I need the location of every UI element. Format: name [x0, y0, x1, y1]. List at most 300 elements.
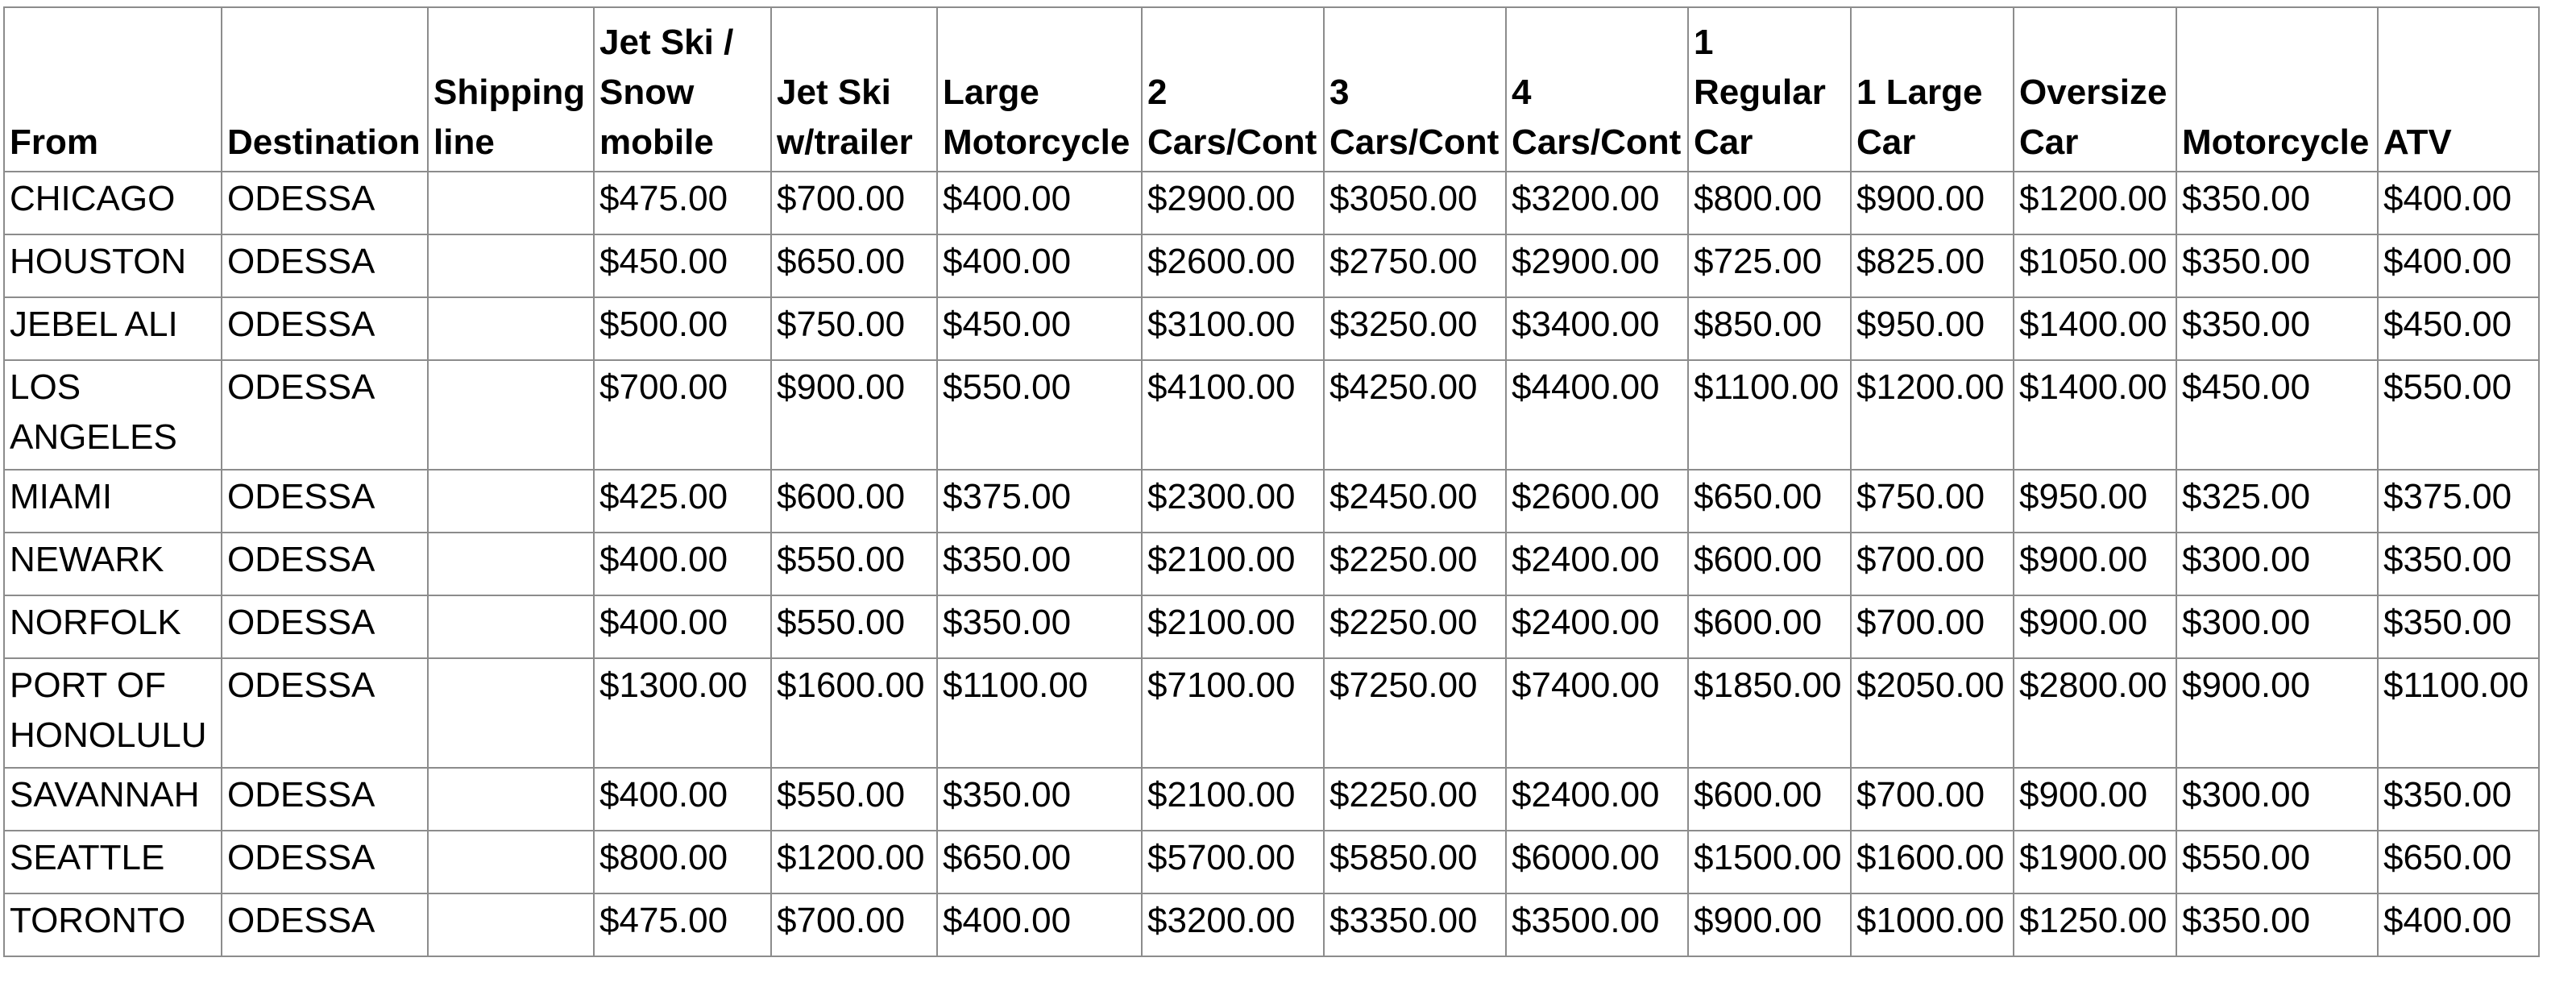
cell-2-cars-cont	[1142, 297, 1324, 360]
cell-atv	[2378, 595, 2539, 658]
cell-large-motorcycle	[937, 831, 1142, 893]
cell-3-cars-cont	[1324, 470, 1506, 533]
cell-text: $5850.00	[1329, 838, 1478, 877]
cell-text: $550.00	[2383, 367, 2512, 407]
cell-oversize-car	[2014, 234, 2176, 297]
cell-text: ODESSA	[227, 603, 375, 642]
cell-text: $7250.00	[1329, 665, 1478, 705]
header-text-line: Cars/Cont	[1147, 122, 1317, 162]
cell-4-cars-cont	[1506, 470, 1688, 533]
cell-large-motorcycle	[937, 658, 1142, 768]
cell-text: $475.00	[599, 901, 728, 940]
cell-text: $7100.00	[1147, 665, 1296, 705]
cell-text: $550.00	[777, 540, 906, 579]
cell-text: $300.00	[2182, 775, 2311, 815]
cell-4-cars-cont	[1506, 234, 1688, 297]
cell-jet-ski-snowmobile	[594, 658, 771, 768]
cell-text: SEATTLE	[10, 838, 165, 877]
cell-jet-ski-trailer	[771, 234, 937, 297]
cell-text: $6000.00	[1512, 838, 1660, 877]
cell-text: $2250.00	[1329, 540, 1478, 579]
header-text-line: Large	[943, 73, 1039, 112]
cell-2-cars-cont	[1142, 234, 1324, 297]
cell-text: $900.00	[2182, 665, 2311, 705]
cell-text: $1850.00	[1694, 665, 1842, 705]
cell-1-regular-car	[1688, 234, 1851, 297]
cell-1-regular-car	[1688, 658, 1851, 768]
cell-text: $650.00	[777, 242, 906, 281]
table-row	[4, 234, 2539, 297]
cell-text: $1000.00	[1856, 901, 2005, 940]
cell-text: $350.00	[2383, 775, 2512, 815]
header-text-line: From	[10, 122, 98, 162]
cell-shipping-line	[428, 831, 594, 893]
cell-text: $1100.00	[2383, 665, 2529, 705]
cell-3-cars-cont	[1324, 658, 1506, 768]
cell-text: $950.00	[1856, 305, 1985, 344]
table-row	[4, 533, 2539, 595]
cell-text: $325.00	[2182, 477, 2311, 516]
cell-text: NEWARK	[10, 540, 164, 579]
cell-text: $1200.00	[777, 838, 925, 877]
cell-atv	[2378, 297, 2539, 360]
cell-motorcycle	[2176, 360, 2378, 470]
cell-text: $950.00	[2019, 477, 2148, 516]
cell-text: $750.00	[777, 305, 906, 344]
cell-text: $450.00	[2182, 367, 2311, 407]
cell-oversize-car	[2014, 172, 2176, 234]
cell-text: $2600.00	[1512, 477, 1660, 516]
cell-destination	[222, 658, 428, 768]
cell-text: $700.00	[1856, 603, 1985, 642]
cell-text: $3050.00	[1329, 179, 1478, 218]
cell-text: $450.00	[599, 242, 728, 281]
cell-from	[4, 768, 222, 831]
cell-text: $400.00	[599, 775, 728, 815]
cell-text: $400.00	[2383, 179, 2512, 218]
cell-text: ODESSA	[227, 477, 375, 516]
cell-2-cars-cont	[1142, 470, 1324, 533]
cell-large-motorcycle	[937, 360, 1142, 470]
cell-text: $350.00	[2182, 242, 2311, 281]
cell-text: HONOLULU	[10, 715, 207, 755]
cell-text: $800.00	[1694, 179, 1823, 218]
cell-text: $4400.00	[1512, 367, 1660, 407]
cell-4-cars-cont	[1506, 360, 1688, 470]
cell-text: $2050.00	[1856, 665, 2005, 705]
column-header-motorcycle	[2176, 7, 2378, 172]
cell-text: $600.00	[1694, 540, 1823, 579]
cell-text: $1100.00	[1694, 367, 1840, 407]
cell-oversize-car	[2014, 470, 2176, 533]
cell-text: HOUSTON	[10, 242, 187, 281]
cell-jet-ski-snowmobile	[594, 172, 771, 234]
header-text-line: Cars/Cont	[1329, 122, 1500, 162]
cell-2-cars-cont	[1142, 360, 1324, 470]
table-row	[4, 297, 2539, 360]
cell-text: $350.00	[2383, 603, 2512, 642]
cell-text: ODESSA	[227, 242, 375, 281]
cell-1-large-car	[1851, 658, 2014, 768]
cell-text: $900.00	[1694, 901, 1823, 940]
header-text-line: Snow	[599, 73, 695, 112]
cell-text: $1200.00	[2019, 179, 2167, 218]
cell-oversize-car	[2014, 893, 2176, 956]
cell-jet-ski-snowmobile	[594, 768, 771, 831]
cell-text: $1500.00	[1694, 838, 1842, 877]
cell-large-motorcycle	[937, 768, 1142, 831]
column-header-atv	[2378, 7, 2539, 172]
table-row	[4, 658, 2539, 768]
cell-text: ODESSA	[227, 540, 375, 579]
cell-destination	[222, 893, 428, 956]
cell-text: $3400.00	[1512, 305, 1660, 344]
cell-from	[4, 234, 222, 297]
cell-text: $800.00	[599, 838, 728, 877]
cell-text: $2100.00	[1147, 603, 1296, 642]
cell-4-cars-cont	[1506, 533, 1688, 595]
cell-text: $1600.00	[777, 665, 925, 705]
cell-text: $900.00	[2019, 775, 2148, 815]
cell-text: $650.00	[1694, 477, 1823, 516]
cell-atv	[2378, 658, 2539, 768]
column-header-large-motorcycle	[937, 7, 1142, 172]
cell-text: PORT OF	[10, 665, 166, 705]
cell-3-cars-cont	[1324, 297, 1506, 360]
cell-text: $550.00	[943, 367, 1072, 407]
table-header-row	[4, 7, 2539, 172]
cell-atv	[2378, 360, 2539, 470]
cell-jet-ski-snowmobile	[594, 533, 771, 595]
cell-oversize-car	[2014, 595, 2176, 658]
cell-text: $400.00	[599, 540, 728, 579]
table-row	[4, 595, 2539, 658]
cell-text: $350.00	[2182, 305, 2311, 344]
header-text-line: Motorcycle	[943, 122, 1130, 162]
cell-text: $700.00	[777, 179, 906, 218]
column-header-2-cars-cont	[1142, 7, 1324, 172]
cell-jet-ski-trailer	[771, 831, 937, 893]
cell-text: $725.00	[1694, 242, 1823, 281]
cell-1-regular-car	[1688, 595, 1851, 658]
cell-1-large-car	[1851, 470, 2014, 533]
cell-text: $350.00	[943, 540, 1072, 579]
header-text-line: 1 Large	[1856, 73, 1983, 112]
cell-large-motorcycle	[937, 234, 1142, 297]
cell-2-cars-cont	[1142, 831, 1324, 893]
cell-text: $1900.00	[2019, 838, 2167, 877]
cell-text: $500.00	[599, 305, 728, 344]
cell-text: $2600.00	[1147, 242, 1296, 281]
cell-text: $400.00	[2383, 242, 2512, 281]
cell-text: $700.00	[1856, 775, 1985, 815]
cell-text: $400.00	[943, 242, 1072, 281]
cell-motorcycle	[2176, 533, 2378, 595]
cell-2-cars-cont	[1142, 893, 1324, 956]
cell-motorcycle	[2176, 831, 2378, 893]
column-header-shipping-line	[428, 7, 594, 172]
header-text-line: 1	[1694, 23, 1714, 62]
cell-text: $425.00	[599, 477, 728, 516]
cell-3-cars-cont	[1324, 831, 1506, 893]
cell-4-cars-cont	[1506, 595, 1688, 658]
cell-oversize-car	[2014, 768, 2176, 831]
cell-shipping-line	[428, 595, 594, 658]
cell-text: $900.00	[2019, 603, 2148, 642]
cell-text: $850.00	[1694, 305, 1823, 344]
cell-shipping-line	[428, 234, 594, 297]
cell-text: CHICAGO	[10, 179, 176, 218]
cell-large-motorcycle	[937, 297, 1142, 360]
cell-text: $4250.00	[1329, 367, 1478, 407]
cell-text: $2750.00	[1329, 242, 1478, 281]
cell-shipping-line	[428, 533, 594, 595]
cell-text: $650.00	[943, 838, 1072, 877]
table-row	[4, 360, 2539, 470]
cell-jet-ski-snowmobile	[594, 360, 771, 470]
header-text-line: Shipping	[433, 73, 586, 112]
cell-text: ODESSA	[227, 179, 375, 218]
cell-text: $1600.00	[1856, 838, 2005, 877]
cell-jet-ski-snowmobile	[594, 297, 771, 360]
cell-1-regular-car	[1688, 893, 1851, 956]
cell-text: $350.00	[2383, 540, 2512, 579]
cell-text: $1250.00	[2019, 901, 2167, 940]
cell-text: $1100.00	[943, 665, 1089, 705]
cell-text: $1400.00	[2019, 305, 2167, 344]
column-header-1-regular-car	[1688, 7, 1851, 172]
cell-text: $900.00	[777, 367, 906, 407]
cell-1-large-car	[1851, 297, 2014, 360]
cell-1-large-car	[1851, 234, 2014, 297]
cell-destination	[222, 172, 428, 234]
cell-text: $550.00	[777, 603, 906, 642]
cell-jet-ski-trailer	[771, 595, 937, 658]
cell-text: SAVANNAH	[10, 775, 200, 815]
cell-motorcycle	[2176, 297, 2378, 360]
cell-from	[4, 533, 222, 595]
column-header-3-cars-cont	[1324, 7, 1506, 172]
cell-large-motorcycle	[937, 470, 1142, 533]
table-row	[4, 172, 2539, 234]
cell-text: ODESSA	[227, 665, 375, 705]
cell-1-regular-car	[1688, 172, 1851, 234]
header-text-line: Jet Ski /	[599, 23, 734, 62]
cell-text: $825.00	[1856, 242, 1985, 281]
cell-4-cars-cont	[1506, 172, 1688, 234]
cell-text: $300.00	[2182, 540, 2311, 579]
cell-text: $600.00	[1694, 775, 1823, 815]
cell-shipping-line	[428, 893, 594, 956]
cell-text: $1400.00	[2019, 367, 2167, 407]
cell-3-cars-cont	[1324, 172, 1506, 234]
column-header-from	[4, 7, 222, 172]
cell-shipping-line	[428, 360, 594, 470]
cell-jet-ski-snowmobile	[594, 831, 771, 893]
header-text-line: Oversize	[2019, 73, 2167, 112]
cell-from	[4, 360, 222, 470]
cell-text: $2400.00	[1512, 540, 1660, 579]
cell-jet-ski-snowmobile	[594, 595, 771, 658]
cell-jet-ski-trailer	[771, 893, 937, 956]
cell-text: $2100.00	[1147, 775, 1296, 815]
cell-shipping-line	[428, 172, 594, 234]
cell-jet-ski-snowmobile	[594, 470, 771, 533]
cell-text: ODESSA	[227, 367, 375, 407]
header-text-line: w/trailer	[777, 122, 913, 162]
cell-large-motorcycle	[937, 172, 1142, 234]
cell-text: $2250.00	[1329, 603, 1478, 642]
cell-from	[4, 831, 222, 893]
cell-text: TORONTO	[10, 901, 186, 940]
cell-2-cars-cont	[1142, 595, 1324, 658]
cell-1-regular-car	[1688, 768, 1851, 831]
cell-1-regular-car	[1688, 297, 1851, 360]
cell-3-cars-cont	[1324, 595, 1506, 658]
cell-text: $350.00	[2182, 179, 2311, 218]
cell-3-cars-cont	[1324, 533, 1506, 595]
cell-text: $400.00	[2383, 901, 2512, 940]
cell-destination	[222, 768, 428, 831]
cell-text: $3500.00	[1512, 901, 1660, 940]
cell-1-regular-car	[1688, 533, 1851, 595]
cell-3-cars-cont	[1324, 893, 1506, 956]
cell-text: $3100.00	[1147, 305, 1296, 344]
cell-3-cars-cont	[1324, 234, 1506, 297]
header-text-line: Regular	[1694, 73, 1826, 112]
cell-destination	[222, 470, 428, 533]
cell-jet-ski-trailer	[771, 768, 937, 831]
cell-text: $600.00	[1694, 603, 1823, 642]
cell-3-cars-cont	[1324, 768, 1506, 831]
cell-text: $3200.00	[1147, 901, 1296, 940]
shipping-rates-table	[3, 6, 2540, 957]
cell-text: $2450.00	[1329, 477, 1478, 516]
header-text-line: Destination	[227, 122, 421, 162]
cell-3-cars-cont	[1324, 360, 1506, 470]
cell-text: $1300.00	[599, 665, 748, 705]
cell-text: $1200.00	[1856, 367, 2005, 407]
cell-destination	[222, 831, 428, 893]
cell-atv	[2378, 234, 2539, 297]
cell-oversize-car	[2014, 297, 2176, 360]
cell-text: $400.00	[599, 603, 728, 642]
cell-from	[4, 658, 222, 768]
cell-text: $650.00	[2383, 838, 2512, 877]
cell-1-large-car	[1851, 831, 2014, 893]
cell-1-large-car	[1851, 595, 2014, 658]
cell-text: $400.00	[943, 901, 1072, 940]
cell-text: $350.00	[943, 775, 1072, 815]
cell-text: $450.00	[2383, 305, 2512, 344]
cell-text: $450.00	[943, 305, 1072, 344]
header-text-line: Cars/Cont	[1512, 122, 1682, 162]
cell-motorcycle	[2176, 595, 2378, 658]
cell-4-cars-cont	[1506, 831, 1688, 893]
cell-text: $400.00	[943, 179, 1072, 218]
cell-atv	[2378, 831, 2539, 893]
cell-large-motorcycle	[937, 893, 1142, 956]
cell-text: $350.00	[2182, 901, 2311, 940]
cell-text: $5700.00	[1147, 838, 1296, 877]
table-body	[4, 172, 2539, 956]
header-text-line: line	[433, 122, 495, 162]
cell-text: $550.00	[2182, 838, 2311, 877]
cell-destination	[222, 234, 428, 297]
cell-text: $2100.00	[1147, 540, 1296, 579]
column-header-1-large-car	[1851, 7, 2014, 172]
cell-text: ANGELES	[10, 417, 177, 457]
cell-atv	[2378, 533, 2539, 595]
cell-destination	[222, 360, 428, 470]
cell-text: $3200.00	[1512, 179, 1660, 218]
cell-1-regular-car	[1688, 470, 1851, 533]
cell-motorcycle	[2176, 172, 2378, 234]
cell-atv	[2378, 470, 2539, 533]
cell-text: $2300.00	[1147, 477, 1296, 516]
cell-shipping-line	[428, 297, 594, 360]
cell-from	[4, 470, 222, 533]
header-text-line: Motorcycle	[2182, 122, 2370, 162]
cell-jet-ski-trailer	[771, 658, 937, 768]
cell-text: MIAMI	[10, 477, 113, 516]
cell-text: $7400.00	[1512, 665, 1660, 705]
cell-text: $2900.00	[1147, 179, 1296, 218]
cell-text: $600.00	[777, 477, 906, 516]
cell-jet-ski-snowmobile	[594, 234, 771, 297]
cell-text: $300.00	[2182, 603, 2311, 642]
cell-text: $2800.00	[2019, 665, 2167, 705]
header-text-line: Car	[1856, 122, 1916, 162]
cell-jet-ski-snowmobile	[594, 893, 771, 956]
cell-text: $350.00	[943, 603, 1072, 642]
cell-motorcycle	[2176, 470, 2378, 533]
cell-text: $1050.00	[2019, 242, 2167, 281]
cell-motorcycle	[2176, 893, 2378, 956]
cell-text: ODESSA	[227, 305, 375, 344]
cell-4-cars-cont	[1506, 297, 1688, 360]
cell-text: $700.00	[777, 901, 906, 940]
cell-1-regular-car	[1688, 360, 1851, 470]
cell-text: $2900.00	[1512, 242, 1660, 281]
cell-text: $900.00	[2019, 540, 2148, 579]
cell-text: ODESSA	[227, 775, 375, 815]
header-text-line: 2	[1147, 73, 1168, 112]
table-row	[4, 831, 2539, 893]
table-row	[4, 470, 2539, 533]
cell-2-cars-cont	[1142, 533, 1324, 595]
cell-text: $550.00	[777, 775, 906, 815]
table-row	[4, 893, 2539, 956]
cell-2-cars-cont	[1142, 172, 1324, 234]
cell-1-large-car	[1851, 360, 2014, 470]
cell-oversize-car	[2014, 533, 2176, 595]
cell-text: $4100.00	[1147, 367, 1296, 407]
cell-text: $2250.00	[1329, 775, 1478, 815]
cell-1-large-car	[1851, 172, 2014, 234]
cell-text: NORFOLK	[10, 603, 181, 642]
cell-text: $2400.00	[1512, 603, 1660, 642]
cell-oversize-car	[2014, 658, 2176, 768]
cell-text: $750.00	[1856, 477, 1985, 516]
cell-text: $3350.00	[1329, 901, 1478, 940]
cell-text: $475.00	[599, 179, 728, 218]
cell-4-cars-cont	[1506, 893, 1688, 956]
header-text-line: ATV	[2383, 122, 2452, 162]
cell-destination	[222, 533, 428, 595]
cell-from	[4, 595, 222, 658]
cell-text: $900.00	[1856, 179, 1985, 218]
